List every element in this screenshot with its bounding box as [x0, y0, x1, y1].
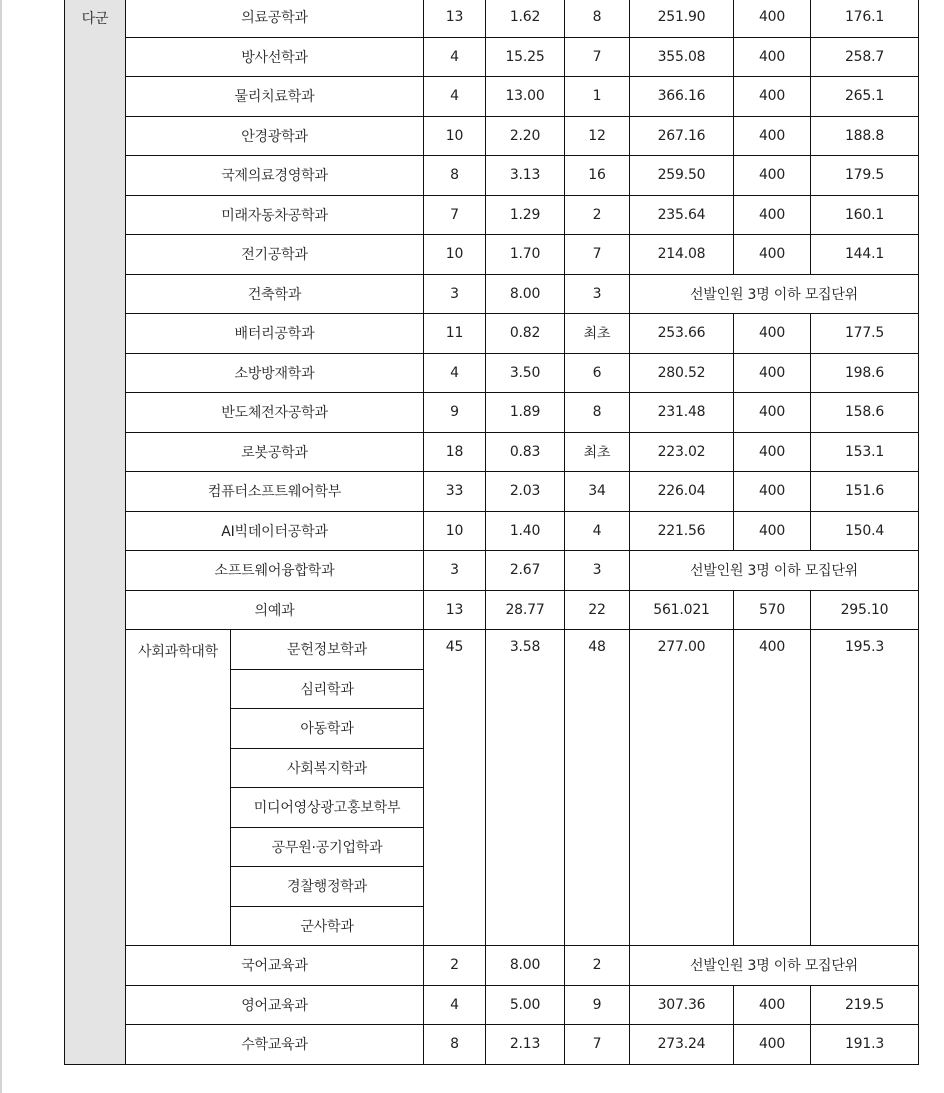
- small-unit-notice-cell: 선발인원 3명 이하 모집단위: [630, 274, 919, 314]
- department-cell: 국어교육과: [126, 946, 424, 986]
- competition-ratio-cell: 0.82: [486, 314, 565, 354]
- cutoff-score-cell: 231.48: [630, 393, 734, 433]
- full-score-cell: 400: [734, 116, 811, 156]
- table-row: [65, 314, 919, 354]
- quota-cell: 8: [424, 156, 486, 196]
- waitlist-rank-cell: 16: [565, 156, 630, 196]
- department-cell: 경찰행정학과: [231, 867, 424, 907]
- quota-cell: 13: [424, 0, 486, 37]
- department-cell: 컴퓨터소프트웨어학부: [126, 472, 424, 512]
- full-score-cell: 400: [734, 393, 811, 433]
- quota-cell: 13: [424, 590, 486, 630]
- competition-ratio-cell: 1.89: [486, 393, 565, 433]
- quota-cell: 7: [424, 195, 486, 235]
- cutoff-score-cell: 267.16: [630, 116, 734, 156]
- full-score-cell: 400: [734, 314, 811, 354]
- converted-score-cell: 258.7: [811, 37, 919, 77]
- converted-score-cell: 265.1: [811, 77, 919, 117]
- full-score-cell: 400: [734, 511, 811, 551]
- full-score-cell: 400: [734, 472, 811, 512]
- full-score-cell: 570: [734, 590, 811, 630]
- competition-ratio-cell: 13.00: [486, 77, 565, 117]
- department-cell: 안경광학과: [126, 116, 424, 156]
- waitlist-rank-cell: 12: [565, 116, 630, 156]
- quota-cell: 4: [424, 77, 486, 117]
- quota-cell: 4: [424, 985, 486, 1025]
- waitlist-rank-cell: 최초: [565, 314, 630, 354]
- table-row: [65, 630, 919, 670]
- admission-results-table-container: [64, 0, 919, 1065]
- competition-ratio-cell: 1.70: [486, 235, 565, 275]
- admission-results-table: [64, 0, 919, 1065]
- table-row: [65, 946, 919, 986]
- competition-ratio-cell: 2.03: [486, 472, 565, 512]
- table-row: [65, 274, 919, 314]
- cutoff-score-cell: 561.021: [630, 590, 734, 630]
- competition-ratio-cell: 3.58: [486, 630, 565, 946]
- full-score-cell: 400: [734, 77, 811, 117]
- full-score-cell: 400: [734, 985, 811, 1025]
- table-body: [65, 0, 919, 1064]
- full-score-cell: 400: [734, 195, 811, 235]
- cutoff-score-cell: 221.56: [630, 511, 734, 551]
- full-score-cell: 400: [734, 235, 811, 275]
- quota-cell: 3: [424, 274, 486, 314]
- converted-score-cell: 295.10: [811, 590, 919, 630]
- small-unit-notice-cell: 선발인원 3명 이하 모집단위: [630, 551, 919, 591]
- department-cell: 배터리공학과: [126, 314, 424, 354]
- waitlist-rank-cell: 9: [565, 985, 630, 1025]
- waitlist-rank-cell: 3: [565, 551, 630, 591]
- page-left-border: [0, 0, 2, 1093]
- table-row: [65, 1025, 919, 1065]
- quota-cell: 10: [424, 235, 486, 275]
- competition-ratio-cell: 8.00: [486, 946, 565, 986]
- table-row: [65, 393, 919, 433]
- department-cell: AI빅데이터공학과: [126, 511, 424, 551]
- college-label-cell: 사회과학대학: [126, 630, 231, 946]
- quota-cell: 10: [424, 116, 486, 156]
- table-row: [65, 511, 919, 551]
- cutoff-score-cell: 273.24: [630, 1025, 734, 1065]
- table-row: [65, 353, 919, 393]
- competition-ratio-cell: 2.67: [486, 551, 565, 591]
- full-score-cell: 400: [734, 1025, 811, 1065]
- quota-cell: 33: [424, 472, 486, 512]
- department-cell: 미디어영상광고홍보학부: [231, 788, 424, 828]
- quota-cell: 4: [424, 37, 486, 77]
- competition-ratio-cell: 1.62: [486, 0, 565, 37]
- cutoff-score-cell: 251.90: [630, 0, 734, 37]
- table-row: [65, 0, 919, 37]
- department-cell: 심리학과: [231, 669, 424, 709]
- department-cell: 방사선학과: [126, 37, 424, 77]
- cutoff-score-cell: 235.64: [630, 195, 734, 235]
- cutoff-score-cell: 277.00: [630, 630, 734, 946]
- department-cell: 소방방재학과: [126, 353, 424, 393]
- converted-score-cell: 158.6: [811, 393, 919, 433]
- department-cell: 공무원·공기업학과: [231, 827, 424, 867]
- table-row: [65, 985, 919, 1025]
- waitlist-rank-cell: 8: [565, 0, 630, 37]
- converted-score-cell: 176.1: [811, 0, 919, 37]
- table-row: [65, 195, 919, 235]
- waitlist-rank-cell: 7: [565, 1025, 630, 1065]
- waitlist-rank-cell: 48: [565, 630, 630, 946]
- quota-cell: 10: [424, 511, 486, 551]
- department-cell: 미래자동차공학과: [126, 195, 424, 235]
- converted-score-cell: 188.8: [811, 116, 919, 156]
- quota-cell: 11: [424, 314, 486, 354]
- converted-score-cell: 160.1: [811, 195, 919, 235]
- competition-ratio-cell: 8.00: [486, 274, 565, 314]
- table-row: [65, 77, 919, 117]
- cutoff-score-cell: 214.08: [630, 235, 734, 275]
- cutoff-score-cell: 223.02: [630, 432, 734, 472]
- department-cell: 국제의료경영학과: [126, 156, 424, 196]
- full-score-cell: 400: [734, 37, 811, 77]
- table-row: [65, 156, 919, 196]
- competition-ratio-cell: 1.40: [486, 511, 565, 551]
- department-cell: 건축학과: [126, 274, 424, 314]
- quota-cell: 9: [424, 393, 486, 433]
- converted-score-cell: 177.5: [811, 314, 919, 354]
- cutoff-score-cell: 355.08: [630, 37, 734, 77]
- quota-cell: 8: [424, 1025, 486, 1065]
- competition-ratio-cell: 5.00: [486, 985, 565, 1025]
- waitlist-rank-cell: 22: [565, 590, 630, 630]
- cutoff-score-cell: 307.36: [630, 985, 734, 1025]
- competition-ratio-cell: 2.20: [486, 116, 565, 156]
- cutoff-score-cell: 226.04: [630, 472, 734, 512]
- waitlist-rank-cell: 1: [565, 77, 630, 117]
- cutoff-score-cell: 253.66: [630, 314, 734, 354]
- full-score-cell: 400: [734, 156, 811, 196]
- converted-score-cell: 144.1: [811, 235, 919, 275]
- competition-ratio-cell: 0.83: [486, 432, 565, 472]
- full-score-cell: 400: [734, 432, 811, 472]
- waitlist-rank-cell: 4: [565, 511, 630, 551]
- competition-ratio-cell: 28.77: [486, 590, 565, 630]
- converted-score-cell: 195.3: [811, 630, 919, 946]
- small-unit-notice-cell: 선발인원 3명 이하 모집단위: [630, 946, 919, 986]
- waitlist-rank-cell: 7: [565, 37, 630, 77]
- cutoff-score-cell: 280.52: [630, 353, 734, 393]
- department-cell: 로봇공학과: [126, 432, 424, 472]
- waitlist-rank-cell: 6: [565, 353, 630, 393]
- table-row: [65, 551, 919, 591]
- department-cell: 사회복지학과: [231, 748, 424, 788]
- cutoff-score-cell: 366.16: [630, 77, 734, 117]
- competition-ratio-cell: 3.50: [486, 353, 565, 393]
- converted-score-cell: 198.6: [811, 353, 919, 393]
- waitlist-rank-cell: 최초: [565, 432, 630, 472]
- competition-ratio-cell: 2.13: [486, 1025, 565, 1065]
- competition-ratio-cell: 1.29: [486, 195, 565, 235]
- full-score-cell: 400: [734, 0, 811, 37]
- quota-cell: 3: [424, 551, 486, 591]
- waitlist-rank-cell: 2: [565, 946, 630, 986]
- department-cell: 군사학과: [231, 906, 424, 946]
- department-cell: 의료공학과: [126, 0, 424, 37]
- group-label-cell: 다군: [65, 0, 126, 1064]
- department-cell: 물리치료학과: [126, 77, 424, 117]
- department-cell: 의예과: [126, 590, 424, 630]
- full-score-cell: 400: [734, 630, 811, 946]
- department-cell: 문헌정보학과: [231, 630, 424, 670]
- quota-cell: 2: [424, 946, 486, 986]
- table-row: [65, 116, 919, 156]
- competition-ratio-cell: 15.25: [486, 37, 565, 77]
- waitlist-rank-cell: 2: [565, 195, 630, 235]
- converted-score-cell: 191.3: [811, 1025, 919, 1065]
- table-row: [65, 472, 919, 512]
- quota-cell: 4: [424, 353, 486, 393]
- waitlist-rank-cell: 34: [565, 472, 630, 512]
- table-row: [65, 432, 919, 472]
- waitlist-rank-cell: 3: [565, 274, 630, 314]
- department-cell: 소프트웨어융합학과: [126, 551, 424, 591]
- competition-ratio-cell: 3.13: [486, 156, 565, 196]
- waitlist-rank-cell: 7: [565, 235, 630, 275]
- waitlist-rank-cell: 8: [565, 393, 630, 433]
- table-row: [65, 590, 919, 630]
- quota-cell: 45: [424, 630, 486, 946]
- converted-score-cell: 153.1: [811, 432, 919, 472]
- converted-score-cell: 219.5: [811, 985, 919, 1025]
- department-cell: 수학교육과: [126, 1025, 424, 1065]
- department-cell: 반도체전자공학과: [126, 393, 424, 433]
- full-score-cell: 400: [734, 353, 811, 393]
- converted-score-cell: 151.6: [811, 472, 919, 512]
- department-cell: 전기공학과: [126, 235, 424, 275]
- table-row: [65, 37, 919, 77]
- table-row: [65, 235, 919, 275]
- quota-cell: 18: [424, 432, 486, 472]
- department-cell: 아동학과: [231, 709, 424, 749]
- converted-score-cell: 150.4: [811, 511, 919, 551]
- cutoff-score-cell: 259.50: [630, 156, 734, 196]
- department-cell: 영어교육과: [126, 985, 424, 1025]
- converted-score-cell: 179.5: [811, 156, 919, 196]
